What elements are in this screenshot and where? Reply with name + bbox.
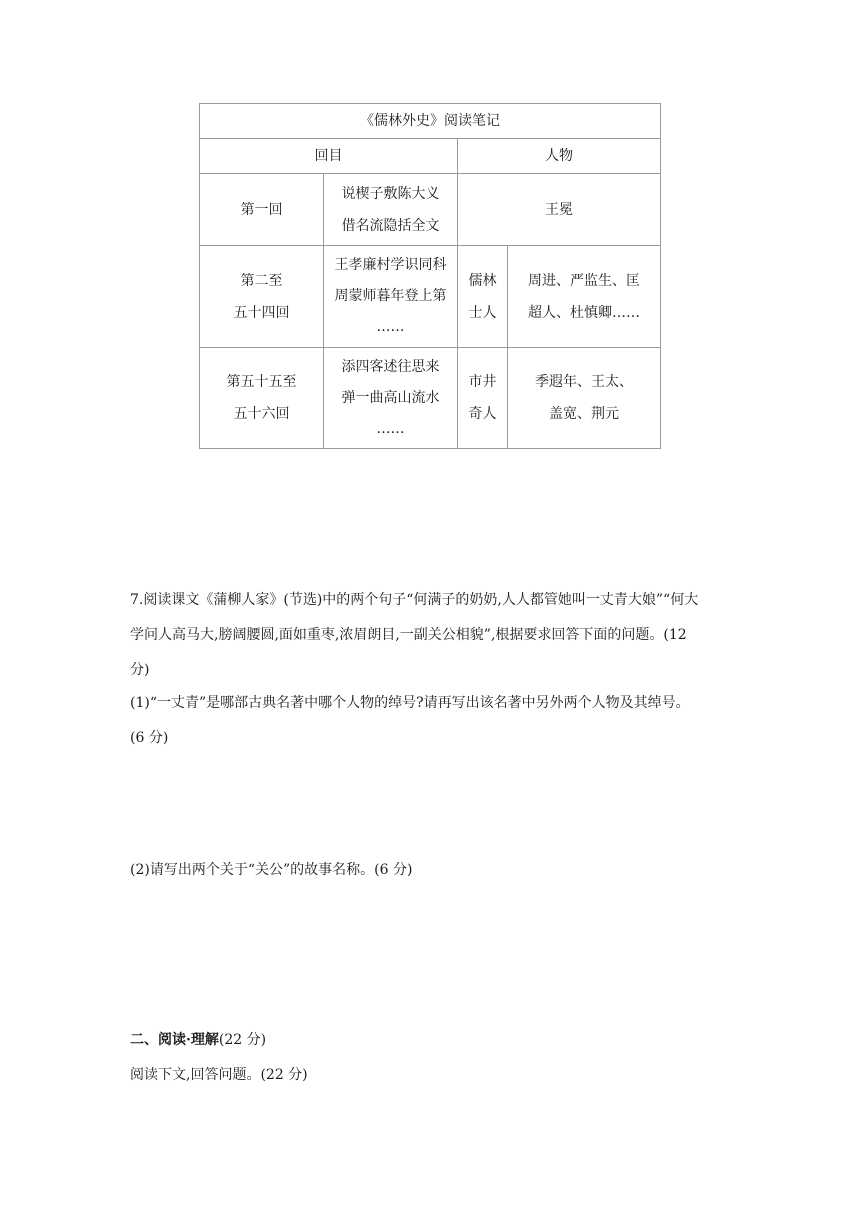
- people-text: 季遐年、王太、: [535, 374, 633, 390]
- table-row: [200, 348, 661, 449]
- category-cell: [458, 348, 508, 449]
- chapter-text: 第二至: [240, 272, 283, 289]
- section-heading-points: (22 分): [218, 1032, 267, 1048]
- title-line: 弹一曲高山流水: [341, 389, 440, 406]
- question-7-line: 7.阅读课文《蒲柳人家》(节选)中的两个句子“何满子的奶奶,人人都管她叫一丈青大娘”“何大: [130, 592, 699, 608]
- section-heading: [130, 1023, 730, 1058]
- chapter-cell: [200, 174, 324, 246]
- titles-cell: [324, 246, 458, 348]
- people-text: 盖宽、荆元: [549, 406, 619, 422]
- category-cell: [458, 246, 508, 348]
- title-line: 借名流隐括全文: [341, 217, 440, 234]
- question-7-part-2: [130, 853, 730, 888]
- chapter-text: 第一回: [240, 201, 283, 218]
- table-row: [200, 246, 661, 348]
- people-cell: [458, 174, 661, 246]
- titles-cell: [324, 348, 458, 449]
- chapter-text: 五十四回: [233, 304, 290, 321]
- question-7-2-line: (2)请写出两个关于“关公”的故事名称。(6 分): [130, 862, 413, 878]
- category-text: 奇人: [468, 406, 497, 422]
- question-7-line: 学问人高马大,膀阔腰圆,面如重枣,浓眉朗目,一副关公相貌”,根据要求回答下面的问题。(12: [130, 627, 687, 643]
- section-heading-title: 二、阅读·理解: [130, 1032, 219, 1048]
- header-people: 人物: [458, 139, 661, 174]
- category-text: 士人: [468, 304, 497, 321]
- title-line: 说楔子敷陈大义: [341, 185, 440, 202]
- people-text: 周进、严监生、匡: [528, 272, 640, 289]
- question-7-line: 分): [130, 662, 150, 678]
- section-2: [130, 1023, 730, 1093]
- people-text: 王冕: [545, 201, 573, 218]
- title-line: 添四客述往思来: [341, 358, 440, 375]
- title-line: 王孝廉村学识同科: [334, 257, 447, 273]
- people-cell: [508, 246, 661, 348]
- question-7-part-1: [130, 686, 730, 756]
- chapter-cell: [200, 246, 324, 348]
- people-cell: [508, 348, 661, 449]
- chapter-text: 第五十五至: [226, 374, 297, 390]
- people-text: 超人、杜慎卿……: [528, 304, 640, 321]
- header-chapter: 回目: [200, 139, 458, 174]
- titles-cell: [324, 174, 458, 246]
- reading-notes-table: [199, 103, 661, 449]
- category-text: 儒林: [468, 272, 497, 289]
- question-7-1-line: (6 分): [130, 730, 169, 746]
- chapter-text: 五十六回: [233, 406, 290, 422]
- question-7-1-line: (1)“一丈青”是哪部古典名著中哪个人物的绰号?请再写出该名著中另外两个人物及其绰号。: [130, 695, 690, 711]
- category-text: 市井: [468, 374, 497, 390]
- chapter-cell: [200, 348, 324, 449]
- table-row: [200, 174, 661, 246]
- title-line: 周蒙师暮年登上第: [334, 288, 447, 304]
- table-title: 《儒林外史》阅读笔记: [200, 104, 661, 139]
- section-instruction: 阅读下文,回答问题。(22 分): [130, 1067, 308, 1083]
- question-7: [130, 583, 730, 688]
- title-line: ……: [376, 420, 405, 437]
- title-line: ……: [376, 319, 405, 335]
